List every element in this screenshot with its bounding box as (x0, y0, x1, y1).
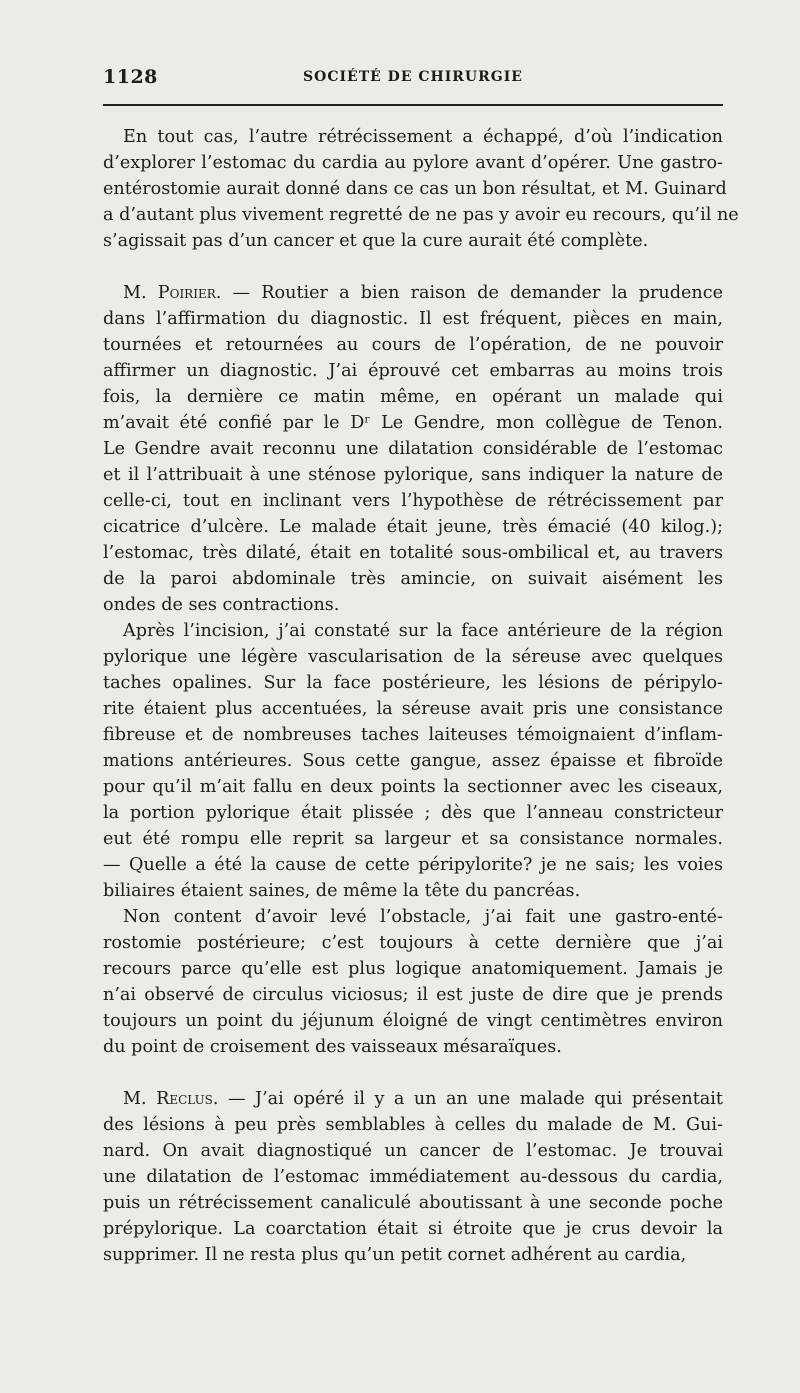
text-line (103, 462, 723, 488)
text-line (103, 748, 723, 774)
line-text: taches opalines. Sur la face postérieure, les lésions de péripylo- (103, 673, 723, 693)
line-text: mations antérieures. Sous cette gangue, assez épaisse et fibroïde (103, 751, 723, 771)
line-text: tournées et retournées au cours de l’opération, de ne pouvoir (103, 335, 723, 355)
line-text: puis un rétrécissement canaliculé aboutissant à une seconde poche (103, 1193, 723, 1213)
text-line (103, 930, 723, 956)
text-line (103, 566, 723, 592)
text-line (103, 150, 723, 176)
page-number: 1128 (103, 66, 158, 88)
text-line (103, 332, 723, 358)
paragraph-gap (103, 1060, 723, 1086)
text-line (103, 280, 723, 306)
line-text: fibreuse et de nombreuses taches laiteuses témoignaient d’inflam- (103, 725, 723, 745)
text-line (103, 1242, 723, 1268)
text-line (103, 1138, 723, 1164)
text-line (103, 904, 723, 930)
text-line (103, 618, 723, 644)
line-text: et il l’attribuait à une sténose pylorique, sans indiquer la nature de (103, 465, 723, 485)
line-text: recours parce qu’elle est plus logique anatomiquement. Jamais je (103, 959, 723, 979)
speaker-name: M. Poirier. (123, 283, 222, 303)
line-text: des lésions à peu près semblables à celles du malade de M. Gui- (103, 1115, 723, 1135)
line-text: nard. On avait diagnostiqué un cancer de l’estomac. Je trouvai (103, 1141, 723, 1161)
line-text: cicatrice d’ulcère. Le malade était jeune, très émacié (40 kilog.); (103, 517, 723, 537)
body-text (103, 124, 739, 1268)
line-text: ondes de ses contractions. (103, 595, 340, 615)
text-line (103, 1112, 723, 1138)
line-text: toujours un point du jéjunum éloigné de vingt centimètres environ (103, 1011, 723, 1031)
text-line (103, 592, 723, 618)
line-text: l’estomac, très dilaté, était en totalité sous-ombilical et, au travers (103, 543, 723, 563)
text-line (103, 800, 723, 826)
paragraph-gap (103, 254, 723, 280)
text-line (103, 124, 723, 150)
text-line (103, 670, 723, 696)
text-block (103, 124, 739, 254)
line-text: affirmer un diagnostic. J’ai éprouvé cet embarras au moins trois (103, 361, 723, 381)
line-text: de la paroi abdominale très amincie, on suivait aisément les (103, 569, 723, 589)
line-text: d’explorer l’estomac du cardia au pylore avant d’opérer. Une gastro- (103, 153, 723, 173)
line-text: dans l’affirmation du diagnostic. Il est fréquent, pièces en main, (103, 309, 723, 329)
line-text: a d’autant plus vivement regretté de ne pas y avoir eu recours, qu’il ne (103, 205, 739, 225)
text-line (103, 1008, 723, 1034)
text-line (103, 540, 723, 566)
line-text: entérostomie aurait donné dans ce cas un bon résultat, et M. Guinard (103, 179, 727, 199)
line-text: rite étaient plus accentuées, la séreuse avait pris une consistance (103, 699, 723, 719)
text-line (103, 722, 723, 748)
line-text: prépylorique. La coarctation était si étroite que je crus devoir la (103, 1219, 723, 1239)
text-line (103, 1086, 723, 1112)
text-line (103, 878, 723, 904)
header-rule (103, 104, 723, 106)
text-line (103, 436, 723, 462)
running-title: SOCIÉTÉ DE CHIRURGIE (303, 69, 523, 85)
line-text: fois, la dernière ce matin même, en opérant un malade qui (103, 387, 723, 407)
line-text: biliaires étaient saines, de même la tête du pancréas. (103, 881, 581, 901)
line-text: — J’ai opéré il y a un an une malade qui présentait (218, 1089, 723, 1109)
text-line (103, 1164, 723, 1190)
line-text: eut été rompu elle reprit sa largeur et sa consistance normales. (103, 829, 723, 849)
line-text: m’avait été confié par le Dʳ Le Gendre, mon collègue de Tenon. (103, 413, 723, 433)
text-block (103, 280, 723, 1060)
text-line (103, 644, 723, 670)
line-text: Le Gendre avait reconnu une dilatation considérable de l’estomac (103, 439, 723, 459)
text-line (103, 696, 723, 722)
text-line (103, 202, 739, 228)
text-line (103, 852, 723, 878)
text-line (103, 514, 723, 540)
line-text: supprimer. Il ne resta plus qu’un petit cornet adhérent au cardia, (103, 1245, 687, 1265)
text-line (103, 1216, 723, 1242)
text-line (103, 306, 723, 332)
line-text: Après l’incision, j’ai constaté sur la face antérieure de la région (123, 621, 723, 641)
line-text: pour qu’il m’ait fallu en deux points la sectionner avec les ciseaux, (103, 777, 723, 797)
text-line (103, 358, 723, 384)
line-text: Non content d’avoir levé l’obstacle, j’ai fait une gastro-enté- (123, 907, 723, 927)
line-text: une dilatation de l’estomac immédiatement au-dessous du cardia, (103, 1167, 723, 1187)
line-text: En tout cas, l’autre rétrécissement a échappé, d’où l’indication (123, 127, 723, 147)
line-text: pylorique une légère vascularisation de la séreuse avec quelques (103, 647, 723, 667)
speaker-name: M. Reclus. (123, 1089, 219, 1109)
text-line (103, 774, 723, 800)
text-line (103, 228, 723, 254)
text-line (103, 410, 723, 436)
line-text: celle-ci, tout en inclinant vers l’hypothèse de rétrécissement par (103, 491, 723, 511)
line-text: — Routier a bien raison de demander la prudence (221, 283, 724, 303)
line-text: s’agissait pas d’un cancer et que la cure aurait été complète. (103, 231, 649, 251)
line-text: rostomie postérieure; c’est toujours à cette dernière que j’ai (103, 933, 723, 953)
text-line (103, 176, 727, 202)
line-text: — Quelle a été la cause de cette péripylorite? je ne sais; les voies (103, 855, 723, 875)
line-text: la portion pylorique était plissée ; dès que l’anneau constricteur (103, 803, 723, 823)
text-line (103, 956, 723, 982)
page-header (103, 66, 723, 96)
text-line (103, 384, 723, 410)
text-line (103, 1034, 723, 1060)
text-line (103, 1190, 723, 1216)
line-text: du point de croisement des vaisseaux mésaraïques. (103, 1037, 562, 1057)
text-line (103, 488, 723, 514)
line-text: n’ai observé de circulus viciosus; il est juste de dire que je prends (103, 985, 723, 1005)
text-line (103, 826, 723, 852)
text-line (103, 982, 723, 1008)
text-block (103, 1086, 723, 1268)
